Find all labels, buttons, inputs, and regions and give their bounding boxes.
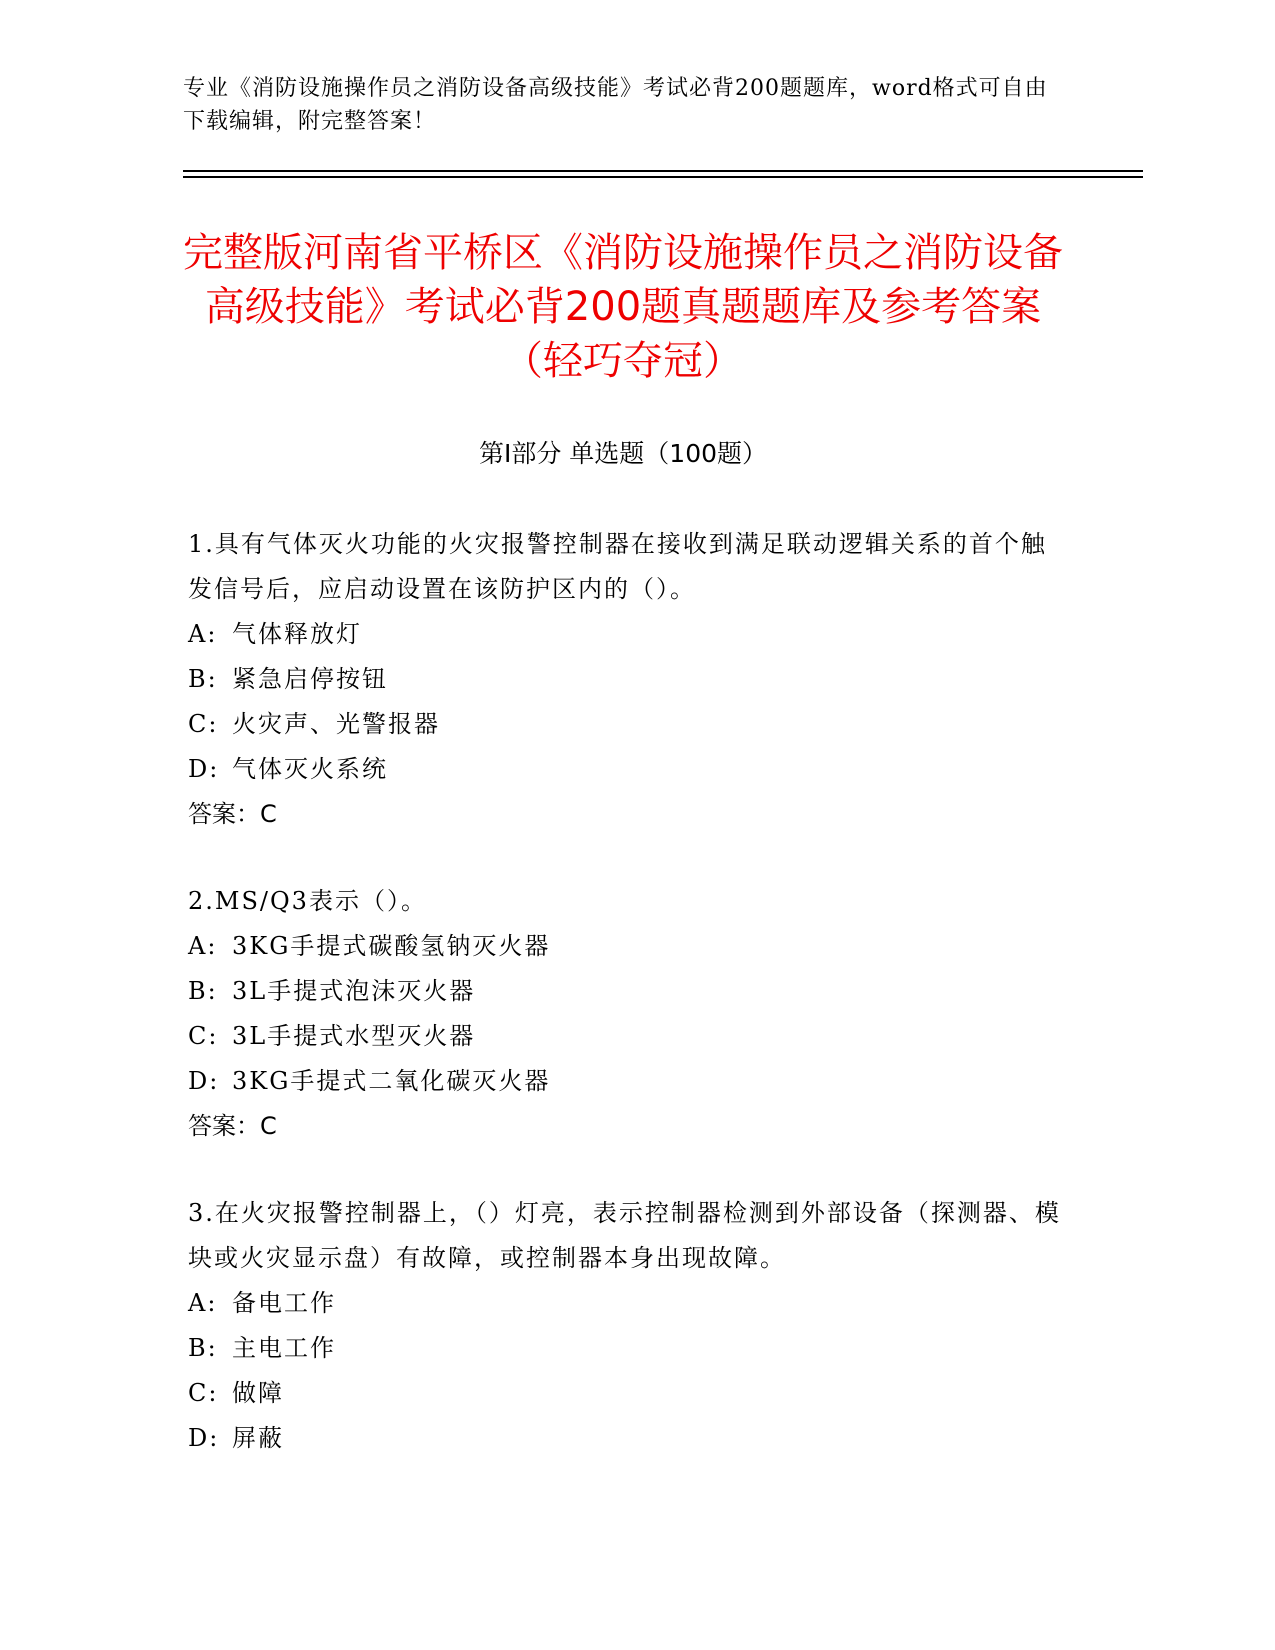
option-d	[188, 1059, 1068, 1104]
option-d	[188, 747, 1068, 792]
answer-line: 答案：C	[188, 1112, 277, 1140]
option-text: 3L手提式泡沫灭火器	[232, 977, 476, 1005]
section-heading: 第I部分 单选题（100题）	[478, 439, 768, 468]
header-divider-top	[183, 170, 1143, 172]
option-text: 气体灭火系统	[232, 755, 388, 783]
option-key: A:	[188, 932, 218, 960]
option-text: 屏蔽	[232, 1424, 284, 1452]
question-stem: 3.在火灾报警控制器上，（）灯亮，表示控制器检测到外部设备（探测器、模块或火灾显示盘）有故障，或控制器本身出现故障。	[188, 1199, 1061, 1272]
option-key: A:	[188, 1289, 218, 1317]
answer-line: 答案：C	[188, 800, 277, 828]
option-key: B:	[188, 977, 218, 1005]
option-a	[188, 1281, 1068, 1326]
header-divider-bottom	[183, 176, 1143, 178]
option-key: C:	[188, 710, 219, 738]
option-c	[188, 1371, 1068, 1416]
option-key: D:	[188, 1424, 220, 1452]
option-c	[188, 1014, 1068, 1059]
option-text: 做障	[232, 1379, 284, 1407]
option-key: C:	[188, 1022, 219, 1050]
option-key: B:	[188, 665, 218, 693]
option-key: B:	[188, 1334, 218, 1362]
option-a	[188, 924, 1068, 969]
option-text: 备电工作	[232, 1289, 336, 1317]
option-b	[188, 969, 1068, 1014]
option-text: 气体释放灯	[232, 620, 362, 648]
option-key: A:	[188, 620, 218, 648]
question-item	[188, 522, 1068, 837]
question-stem: 1.具有气体灭火功能的火灾报警控制器在接收到满足联动逻辑关系的首个触发信号后，应启动设置在该防护区内的（）。	[188, 530, 1047, 603]
option-text: 紧急启停按钮	[232, 665, 388, 693]
option-text: 3KG手提式碳酸氢钠灭火器	[232, 932, 551, 960]
option-text: 火灾声、光警报器	[232, 710, 440, 738]
option-a	[188, 612, 1068, 657]
document-title: 完整版河南省平桥区《消防设施操作员之消防设备高级技能》考试必背200题真题题库及参考答案（轻巧夺冠）	[183, 230, 1063, 384]
option-key: D:	[188, 1067, 220, 1095]
question-item	[188, 879, 1068, 1149]
option-text: 3KG手提式二氧化碳灭火器	[232, 1067, 551, 1095]
option-d	[188, 1416, 1068, 1461]
question-list	[188, 522, 1068, 1503]
option-b	[188, 1326, 1068, 1371]
option-key: D:	[188, 755, 220, 783]
question-stem: 2.MS/Q3表示（）。	[188, 887, 427, 915]
header-note: 专业《消防设施操作员之消防设备高级技能》考试必背200题题库，word格式可自由下载编辑，附完整答案！	[183, 76, 1048, 134]
option-text: 3L手提式水型灭火器	[232, 1022, 476, 1050]
option-text: 主电工作	[232, 1334, 336, 1362]
option-c	[188, 702, 1068, 747]
question-item	[188, 1191, 1068, 1461]
option-key: C:	[188, 1379, 219, 1407]
option-b	[188, 657, 1068, 702]
